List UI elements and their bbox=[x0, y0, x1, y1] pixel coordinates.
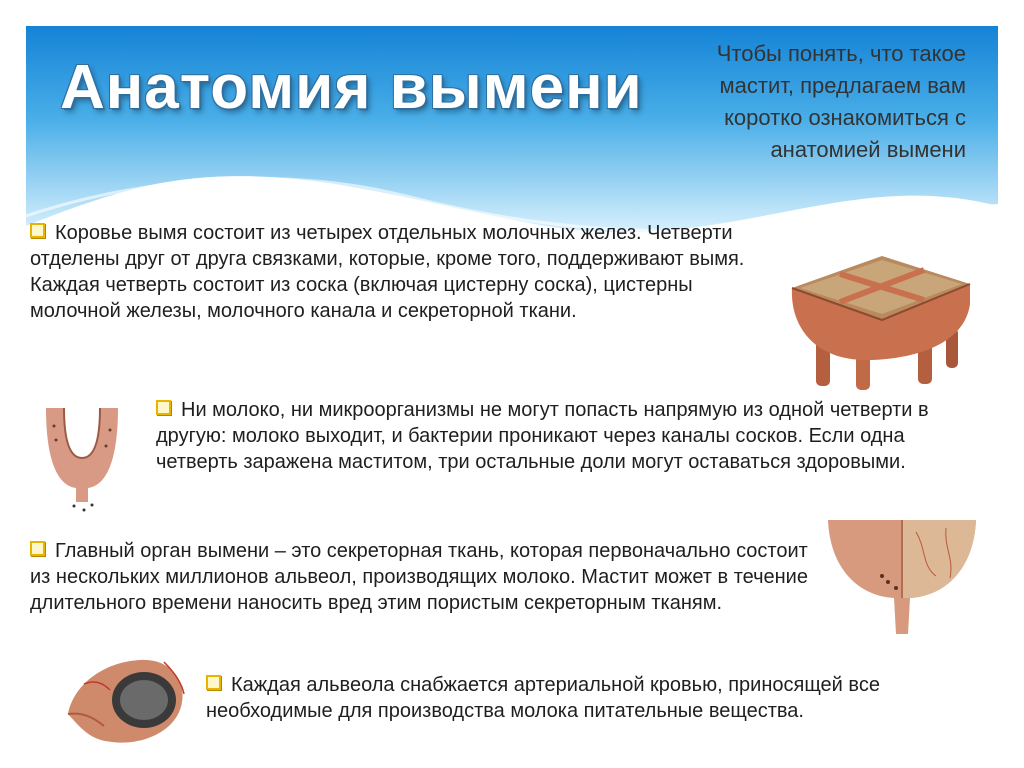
paragraph-text: Коровье вымя состоит из четырех отдельных молочных желез. Четверти отделены друг от друга связками, которые, кроме того, поддерживают вымя. Каждая четверть состоит из соска (включая цистерну соска), цистерны молочной железы, молочного канала и секреторной ткани. bbox=[30, 222, 745, 322]
bullet-square-icon bbox=[206, 675, 221, 690]
paragraph-quarters bbox=[156, 397, 986, 475]
alveolus-illustration bbox=[64, 654, 188, 750]
bullet-square-icon bbox=[30, 541, 45, 556]
paragraph-text: Главный орган вымени – это секреторная ткань, которая первоначально состоит из нескольких миллионов альвеол, производящих молоко. Мастит может в течение длительного времени наносить вред этим пористым секреторным тканям. bbox=[30, 540, 808, 614]
paragraph-secretory-tissue bbox=[30, 538, 830, 616]
paragraph-text: Ни молоко, ни микроорганизмы не могут попасть напрямую из одной четверти в другую: молоко выходит, и бактерии проникают через каналы сосков. Если одна четверть заражена маститом, три остальные доли могут оставаться здоровыми. bbox=[156, 399, 929, 473]
paragraph-text: Каждая альвеола снабжается артериальной кровью, приносящей все необходимые для производства молока питательные вещества. bbox=[206, 674, 880, 722]
udder-quarter-section-illustration bbox=[826, 518, 978, 638]
page-title: Анатомия вымени bbox=[60, 53, 643, 122]
paragraph-alveolus bbox=[206, 672, 996, 724]
udder-model-illustration bbox=[786, 248, 976, 392]
bullet-square-icon bbox=[30, 223, 45, 238]
intro-text: Чтобы понять, что такое мастит, предлагаем вам коротко ознакомиться с анатомией вымени bbox=[716, 41, 966, 162]
paragraph-udder-structure bbox=[30, 220, 750, 324]
teat-section-illustration bbox=[44, 406, 120, 514]
bullet-square-icon bbox=[156, 400, 171, 415]
